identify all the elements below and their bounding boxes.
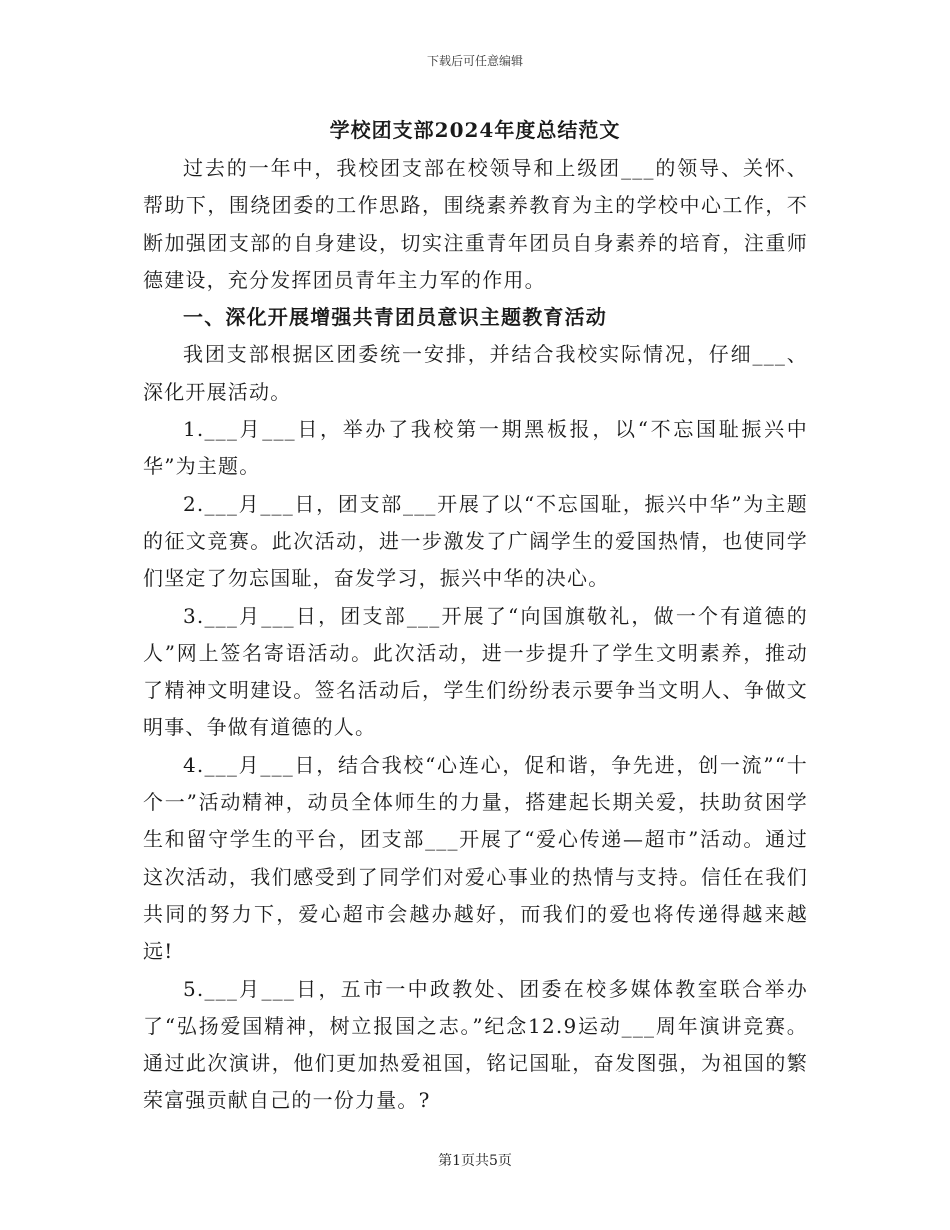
paragraph: 我团支部根据区团委统一安排，并结合我校实际情况，仔细___、深化开展活动。 bbox=[143, 342, 808, 404]
document-title: 学校团支部2024年度总结范文 bbox=[329, 118, 621, 142]
paragraph-intro: 过去的一年中，我校团支部在校领导和上级团___的领导、关怀、帮助下，围绕团委的工作思路，围绕素养教育为主的学校中心工作，不断加强团支部的自身建设，切实注重青年团员自身素养的培育，注重师德建设，充分发挥团员青年主力军的作用。 bbox=[143, 156, 808, 292]
list-item: 5.___月___日，五市一中政教处、团委在校多媒体教室联合举办了“弘扬爱国精神，树立报国之志。”纪念12.9运动___周年演讲竞赛。通过此次演讲，他们更加热爱祖国，铭记国耻，奋发图强，为祖国的繁荣富强贡献自己的一份力量。? bbox=[143, 976, 808, 1113]
header-note: 下载后可任意编辑 bbox=[426, 54, 523, 68]
list-item: 2.___月___日，团支部___开展了以“不忘国耻，振兴中华”为主题的征文竞赛。此次活动，进一步激发了广阔学生的爱国热情，也使同学们坚定了勿忘国耻，奋发学习，振兴中华的决心。 bbox=[143, 491, 808, 591]
list-item: 3.___月___日，团支部___开展了“向国旗敬礼，做一个有道德的人”网上签名寄语活动。此次活动，进一步提升了学生文明素养，推动了精神文明建设。签名活动后，学生们纷纷表示要争当文明人、争做文明事、争做有道德的人。 bbox=[143, 603, 808, 740]
page-number: 第1页共5页 bbox=[438, 1153, 512, 1169]
list-item: 1.___月___日，举办了我校第一期黑板报，以“不忘国耻振兴中华”为主题。 bbox=[143, 417, 808, 479]
list-item: 4.___月___日，结合我校“心连心，促和谐，争先进，创一流”“十个一”活动精神，动员全体师生的力量，搭建起长期关爱，扶助贫困学生和留守学生的平台，团支部___开展了“爱心传递—超市”活动。通过这次活动，我们感受到了同学们对爱心事业的热情与支持。信任在我们共同的努力下，爱心超市会越办越好，而我们的爱也将传递得越来越远! bbox=[143, 752, 808, 964]
section-heading: 一、深化开展增强共青团员意识主题教育活动 bbox=[183, 305, 607, 330]
document-body bbox=[143, 150, 808, 1120]
